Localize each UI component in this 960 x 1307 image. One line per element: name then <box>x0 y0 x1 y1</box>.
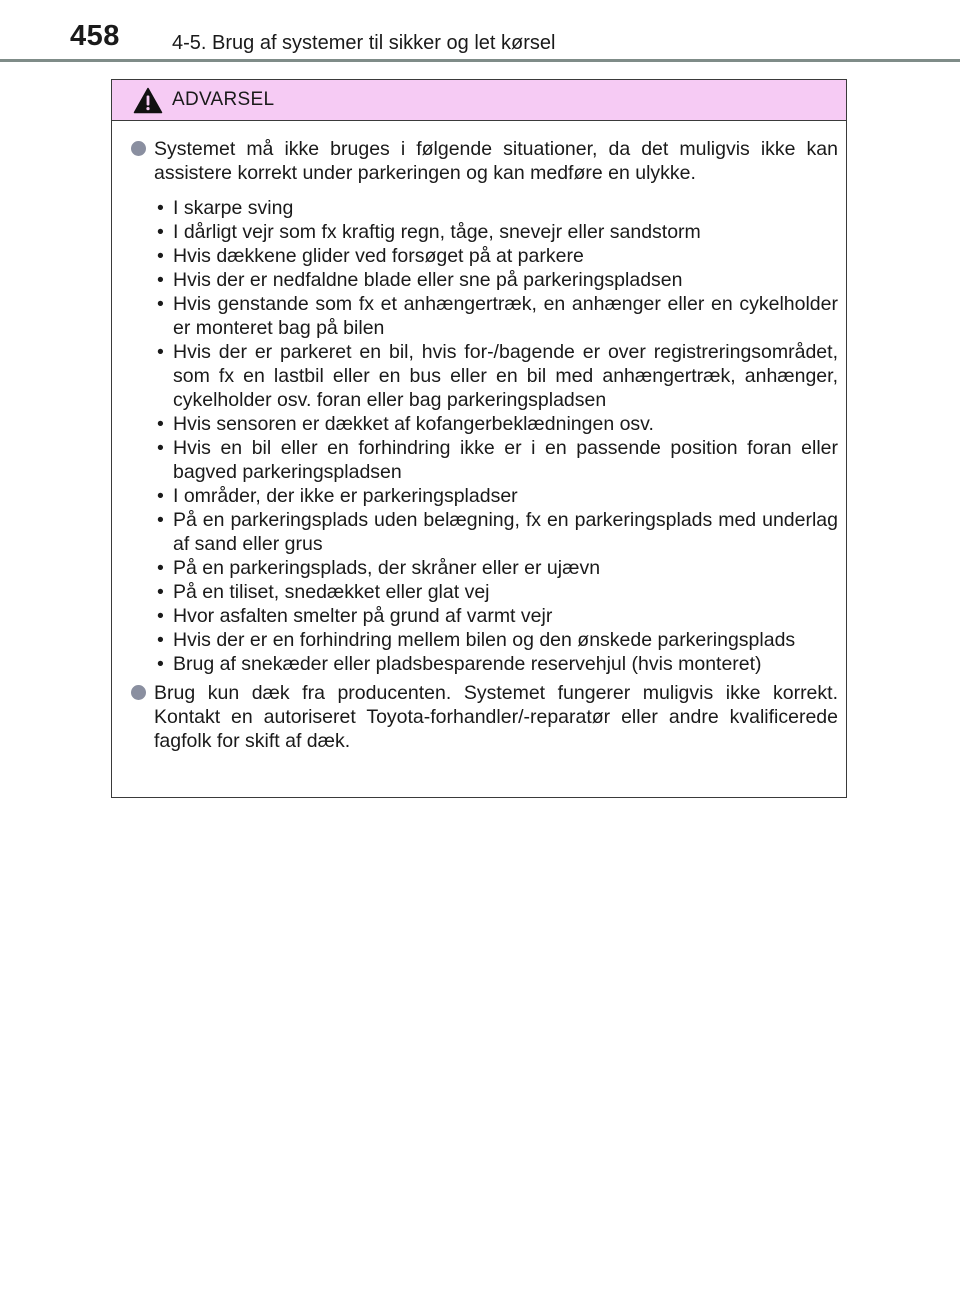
list-item <box>128 484 838 508</box>
list-item-text: I dårligt vejr som fx kraftig regn, tåge, snevejr eller sandstorm <box>173 221 701 243</box>
list-item-text: Hvis der er parkeret en bil, hvis for-/bagende er over registreringsområdet, som fx en lastbil eller en bus eller en bil med anhængertræk, anhænger, cykelholder osv. foran eller bag parkeringspladsen <box>173 341 838 411</box>
list-item-text: På en parkeringsplads, der skråner eller er ujævn <box>173 557 601 579</box>
situation-list <box>128 196 838 676</box>
warning-header <box>112 80 846 121</box>
list-item <box>128 556 838 580</box>
list-item <box>128 412 838 436</box>
bullet-mark-icon: • <box>157 341 164 363</box>
list-item <box>128 220 838 244</box>
list-item-text: På en parkeringsplads uden belægning, fx en parkeringsplads med underlag af sand eller grus <box>173 509 838 555</box>
list-item-text: Hvor asfalten smelter på grund af varmt vejr <box>173 605 553 627</box>
bullet-mark-icon: • <box>157 437 164 459</box>
bullet-dot-icon <box>131 141 146 156</box>
list-item <box>128 268 838 292</box>
warning-box <box>111 79 847 798</box>
list-item <box>128 580 838 604</box>
warning-body <box>112 121 846 753</box>
header-divider <box>0 59 960 62</box>
bullet-mark-icon: • <box>157 629 164 651</box>
bullet-mark-icon: • <box>157 413 164 435</box>
section-title: 4-5. Brug af systemer til sikker og let kørsel <box>172 32 556 54</box>
list-item-text: Hvis sensoren er dækket af kofangerbeklædningen osv. <box>173 413 654 435</box>
bullet-mark-icon: • <box>157 509 164 531</box>
list-item <box>128 628 838 652</box>
bullet-mark-icon: • <box>157 197 164 219</box>
list-item-text: På en tiliset, snedækket eller glat vej <box>173 581 490 603</box>
list-item-text: Hvis dækkene glider ved forsøget på at parkere <box>173 245 584 267</box>
list-item <box>128 652 838 676</box>
bullet-mark-icon: • <box>157 605 164 627</box>
list-item-text: I skarpe sving <box>173 197 294 219</box>
paragraph-text: Brug kun dæk fra producenten. Systemet fungerer muligvis ikke korrekt. Kontakt en autoriseret Toyota-forhandler/-reparatør eller andre kvalificerede fagfolk for skift af dæk. <box>154 682 838 752</box>
bullet-mark-icon: • <box>157 581 164 603</box>
warning-paragraph <box>128 681 838 753</box>
list-item <box>128 604 838 628</box>
bullet-dot-icon <box>131 685 146 700</box>
list-item <box>128 196 838 220</box>
paragraph-text: Systemet må ikke bruges i følgende situationer, da det muligvis ikke kan assistere korrekt under parkeringen og kan medføre en ulykke. <box>154 138 838 184</box>
list-item-text: Hvis der er en forhindring mellem bilen og den ønskede parkeringsplads <box>173 629 796 651</box>
list-item-text: Hvis genstande som fx et anhængertræk, en anhænger eller en cykelholder er monteret bag på bilen <box>173 293 838 339</box>
bullet-mark-icon: • <box>157 245 164 267</box>
bullet-mark-icon: • <box>157 557 164 579</box>
bullet-mark-icon: • <box>157 269 164 291</box>
bullet-mark-icon: • <box>157 653 164 675</box>
list-item-text: Hvis der er nedfaldne blade eller sne på parkeringspladsen <box>173 269 683 291</box>
page-number: 458 <box>70 20 120 52</box>
list-item-text: Brug af snekæder eller pladsbesparende reservehjul (hvis monteret) <box>173 653 762 675</box>
warning-triangle-icon <box>133 87 163 114</box>
list-item <box>128 436 838 484</box>
list-item <box>128 244 838 268</box>
bullet-mark-icon: • <box>157 485 164 507</box>
warning-paragraph <box>128 137 838 185</box>
page-header <box>0 0 960 62</box>
bullet-mark-icon: • <box>157 221 164 243</box>
list-item-text: Hvis en bil eller en forhindring ikke er i en passende position foran eller bagved parkeringspladsen <box>173 437 838 483</box>
list-item <box>128 508 838 556</box>
bullet-mark-icon: • <box>157 293 164 315</box>
list-item <box>128 340 838 412</box>
list-item-text: I områder, der ikke er parkeringspladser <box>173 485 518 507</box>
list-item <box>128 292 838 340</box>
warning-title: ADVARSEL <box>172 89 275 110</box>
